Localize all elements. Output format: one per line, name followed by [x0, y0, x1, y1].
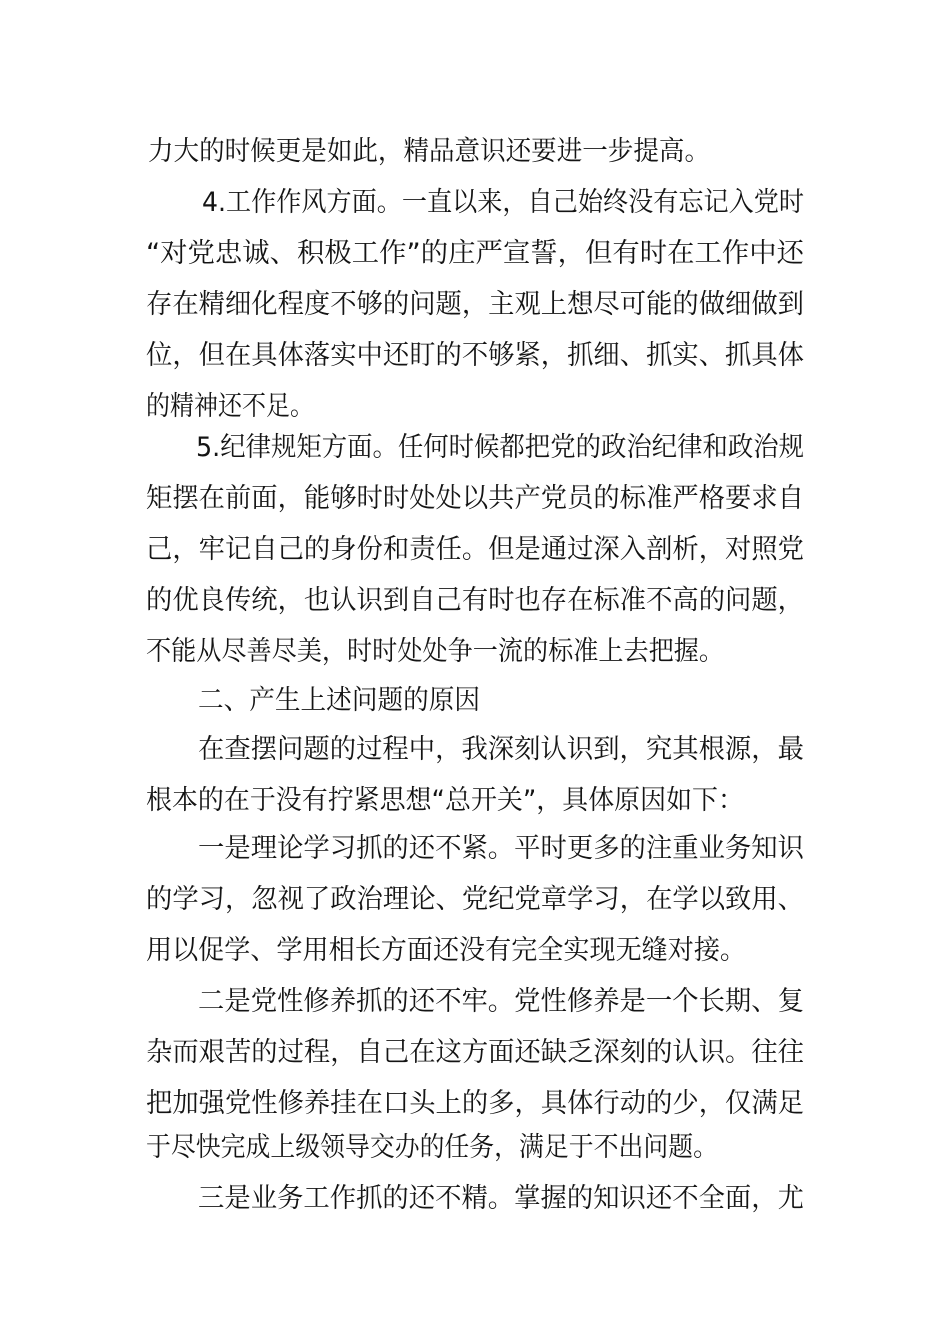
text-line-content: 于尽快完成上级领导交办的任务，满足于不出问题。 — [146, 1132, 719, 1163]
text-line-content: 的优良传统，也认识到自己有时也存在标准不高的问题， — [146, 585, 804, 616]
text-line — [0, 872, 950, 928]
text-line-content: 在查摆问题的过程中，我深刻认识到，究其根源，最 — [198, 734, 804, 765]
text-line — [0, 722, 950, 778]
text-line — [0, 471, 950, 527]
text-line — [0, 1120, 950, 1176]
text-line — [0, 175, 950, 231]
text-line-content: 矩摆在前面，能够时时处处以共产党员的标准严格要求自 — [146, 483, 804, 514]
text-line — [0, 328, 950, 384]
text-line-content: 5.纪律规矩方面。任何时候都把党的政治纪律和政治规 — [196, 432, 805, 463]
text-line-content: 存在精细化程度不够的问题，主观上想尽可能的做细做到 — [146, 289, 804, 320]
text-line — [0, 974, 950, 1030]
text-line-content: 己，牢记自己的身份和责任。但是通过深入剖析，对照党 — [146, 534, 804, 565]
text-line-content: 力大的时候更是如此，精品意识还要进一步提高。 — [148, 136, 710, 167]
text-line-content: 杂而艰苦的过程，自己在这方面还缺乏深刻的认识。往往 — [146, 1037, 804, 1068]
text-line — [0, 1025, 950, 1081]
text-line-content: “对党忠诚、积极工作”的庄严宣誓，但有时在工作中还 — [146, 238, 805, 269]
text-line — [0, 821, 950, 877]
text-line-content: 根本的在于没有拧紧思想“总开关”，具体原因如下： — [146, 785, 744, 816]
text-line — [0, 624, 950, 680]
text-line-content: 4.工作作风方面。一直以来，自己始终没有忘记入党时 — [202, 187, 805, 218]
section-heading-text: 二、产生上述问题的原因 — [198, 685, 481, 716]
text-line-content: 的学习，忽视了政治理论、党纪党章学习，在学以致用、 — [146, 884, 804, 915]
text-line-content: 用以促学、学用相长方面还没有完全实现无缝对接。 — [146, 935, 747, 966]
section-heading — [0, 673, 950, 729]
text-line — [0, 522, 950, 578]
text-line-content: 把加强党性修养挂在口头上的多，具体行动的少，仅满足 — [146, 1088, 804, 1119]
text-line-content: 的精神还不足。 — [146, 391, 315, 422]
text-line — [0, 226, 950, 282]
text-line — [0, 1171, 950, 1227]
text-line-content: 位，但在具体落实中还盯的不够紧，抓细、抓实、抓具体 — [146, 340, 804, 371]
text-line — [0, 277, 950, 333]
text-line — [0, 124, 950, 180]
text-line-content: 二是党性修养抓的还不牢。党性修养是一个长期、复 — [198, 986, 804, 1017]
text-line — [0, 923, 950, 979]
text-line — [0, 573, 950, 629]
text-line-content: 三是业务工作抓的还不精。掌握的知识还不全面，尤 — [198, 1183, 804, 1214]
text-line — [0, 420, 950, 476]
text-line-content: 一是理论学习抓的还不紧。平时更多的注重业务知识 — [198, 833, 804, 864]
text-line-content: 不能从尽善尽美，时时处处争一流的标准上去把握。 — [146, 636, 725, 667]
